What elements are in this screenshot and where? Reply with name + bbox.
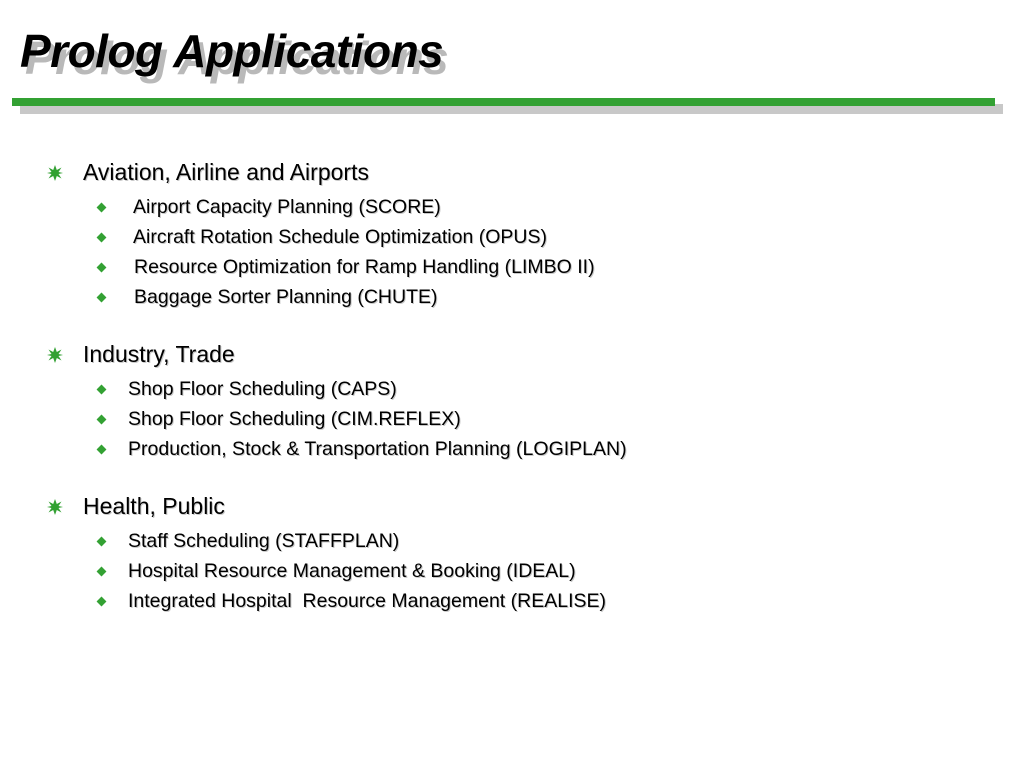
title-area: [20, 20, 443, 90]
starburst-bullet-icon: [47, 347, 63, 363]
diamond-bullet-icon: [97, 233, 107, 243]
starburst-bullet-icon: [47, 499, 63, 515]
list-item-label: Aircraft Rotation Schedule Optimization (OPUS): [133, 226, 547, 248]
list-item: [0, 374, 1024, 404]
list-item-label: Hospital Resource Management & Booking (IDEAL): [128, 560, 576, 582]
list-item-label: Baggage Sorter Planning (CHUTE): [134, 286, 438, 308]
diamond-bullet-icon: [97, 263, 107, 273]
starburst-bullet-icon: [47, 165, 63, 181]
list-item-label: Integrated Hospital Resource Management (REALISE): [128, 590, 606, 612]
section-industry: [0, 334, 1024, 464]
bullet-level1: [0, 334, 1024, 374]
diamond-bullet-icon: [97, 537, 107, 547]
list-item: [0, 222, 1024, 252]
diamond-bullet-icon: [97, 597, 107, 607]
title-underline: [12, 98, 995, 106]
diamond-bullet-icon: [97, 293, 107, 303]
list-item: [0, 192, 1024, 222]
diamond-bullet-icon: [97, 445, 107, 455]
section-aviation: [0, 152, 1024, 312]
list-item: [0, 556, 1024, 586]
diamond-bullet-icon: [97, 415, 107, 425]
list-item: [0, 404, 1024, 434]
bullet-level1: [0, 152, 1024, 192]
section-heading: Industry, Trade: [83, 341, 235, 367]
list-item-label: Staff Scheduling (STAFFPLAN): [128, 530, 400, 552]
list-item: [0, 526, 1024, 556]
section-heading: Aviation, Airline and Airports: [83, 159, 369, 185]
list-item: [0, 282, 1024, 312]
slide-title: Prolog Applications: [20, 25, 444, 77]
list-item: [0, 586, 1024, 616]
list-item: [0, 252, 1024, 282]
list-item-label: Shop Floor Scheduling (CIM.REFLEX): [128, 408, 461, 430]
list-item-label: Production, Stock & Transportation Planning (LOGIPLAN): [128, 438, 627, 460]
list-item: [0, 434, 1024, 464]
section-health: [0, 486, 1024, 616]
section-heading: Health, Public: [83, 493, 225, 519]
list-item-label: Shop Floor Scheduling (CAPS): [128, 378, 397, 400]
slide-content: [0, 152, 1024, 638]
bullet-level1: [0, 486, 1024, 526]
list-item-label: Airport Capacity Planning (SCORE): [133, 196, 441, 218]
diamond-bullet-icon: [97, 567, 107, 577]
list-item-label: Resource Optimization for Ramp Handling (LIMBO II): [134, 256, 595, 278]
diamond-bullet-icon: [97, 385, 107, 395]
diamond-bullet-icon: [97, 203, 107, 213]
